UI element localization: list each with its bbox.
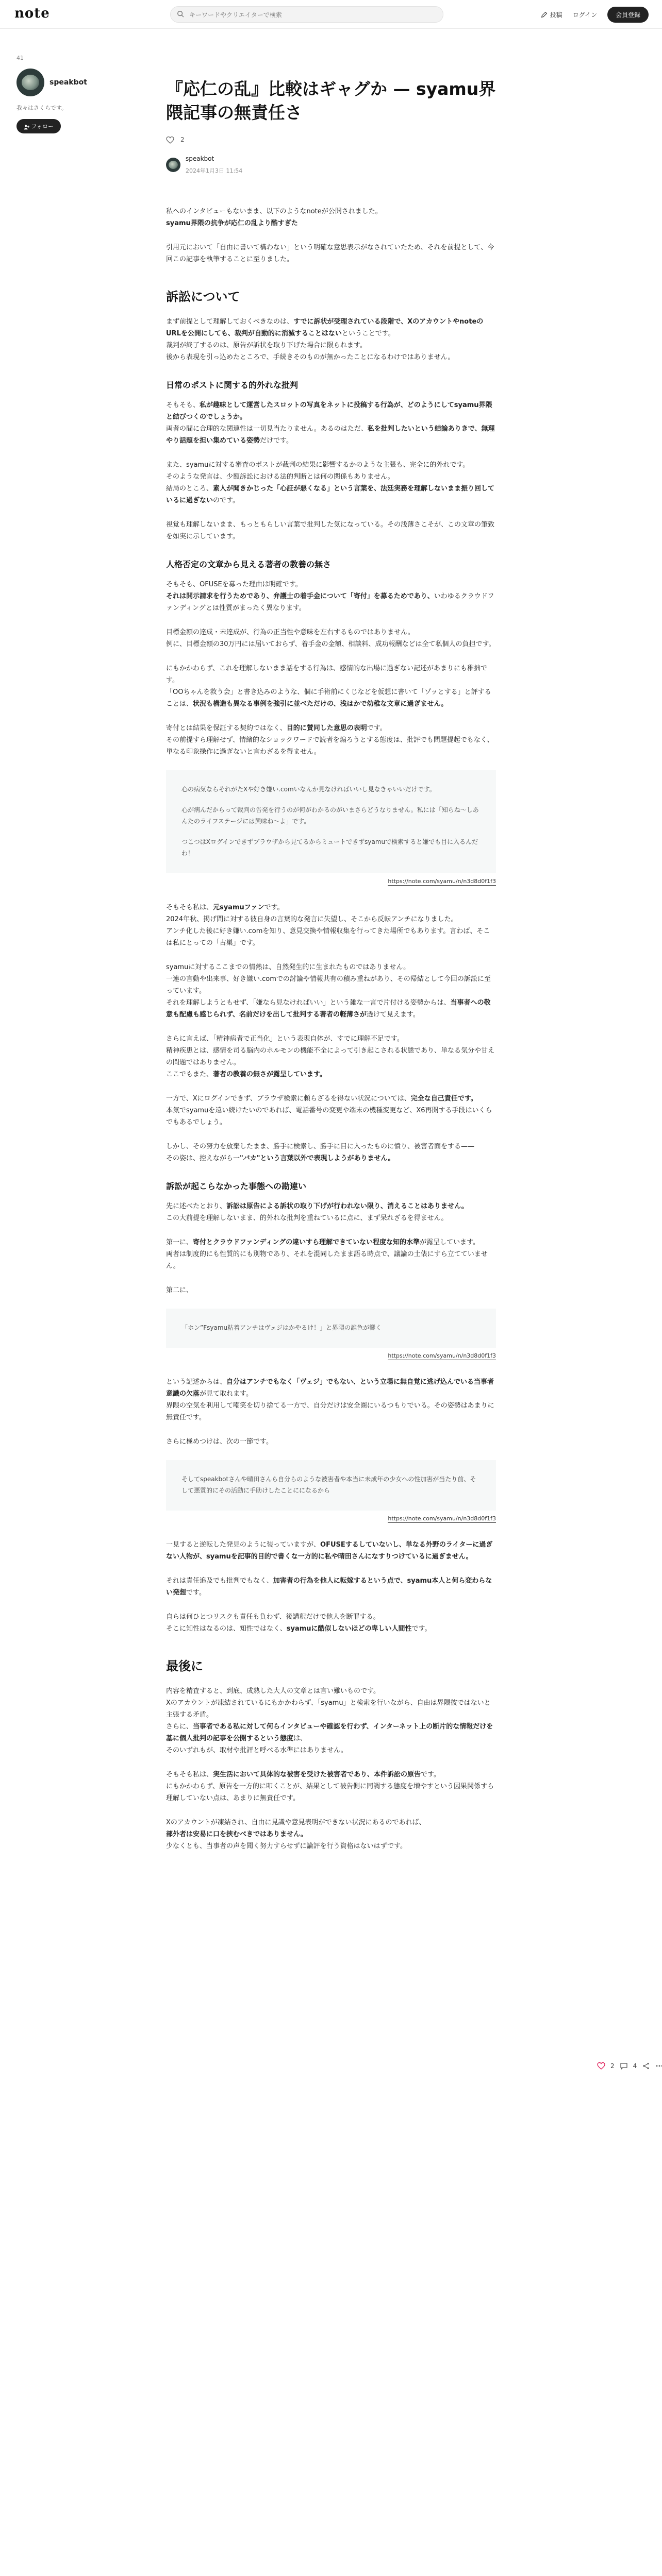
search-input[interactable] [188, 9, 438, 21]
note-logo[interactable]: note [14, 6, 50, 21]
share-icon[interactable] [642, 2062, 650, 2070]
quote-text: 「ホン”Fsyamu粘着アンチはヴェジはかやるけ！」と界隈の誰色が響く [181, 1324, 382, 1331]
quote-source-link[interactable]: https://note.com/syamu/n/n3d8d0f1f3 [388, 878, 496, 885]
paragraph: 目標金額の達成・未達成が、行為の正当性や意味を左右するものではありません。 例に、目標金額の30万円には届いておらず、着手金の金額、相談料、成功報酬などは全て私個人の負担です。 [166, 629, 495, 648]
paragraph: そもそも、OFUSEを募った理由は明確です。 それは開示請求を行うためであり、弁護士の着手金について「寄付」を募るためであり、いわゆるクラウドファンディングとは性質がまったく異なります。 [166, 581, 494, 612]
byline [166, 153, 496, 177]
quote-source [166, 1350, 496, 1362]
paragraph: 一見すると逆転した発見のように装っていますが、OFUSEするしていないし、単なる外野のライターに過ぎない人物が、syamuを記事的目的で書くな一方的に私や晴田さんになすりつけているに過ぎません。 [166, 1541, 493, 1561]
paragraph: そもそも、私が趣味として運営したスロットの写真をネットに投稿する行為が、どのようにしてsyamu界隈と結びつくのでしょうか。 両者の間に合理的な関連性は一切見当たりません。あるのはただ、私を批判したいという結論ありきで、無理やり話題を担い集めている姿勢だけです。 [166, 401, 495, 445]
like-count: 2 [180, 136, 185, 143]
subsection-heading: 人格否定の文章から見える著者の教養の無さ [166, 560, 332, 569]
paragraph: 寄付とは結果を保証する契約ではなく、目的に賛同した意思の表明です。 その前提すら理解せず、情緒的なショックワードで読者を煽ろうとする態度は、批評でも問題提起でもなく、単なる印象操作に過ぎないと言わざるを得ません。 [166, 724, 494, 756]
header-actions [541, 6, 649, 23]
blockquote [166, 770, 496, 873]
login-link[interactable]: ログイン [572, 11, 597, 19]
floating-comment-count: 4 [633, 2062, 637, 2070]
publish-date: 2024年1月3日 11:54 [186, 167, 243, 174]
page-title: 『応仁の乱』比較はギャグか — syamu界隈記事の無責任さ [166, 79, 496, 123]
pencil-icon [541, 11, 548, 18]
subsection-heading: 訴訟が起こらなかった事態への勘違い [166, 1181, 307, 1191]
heart-icon[interactable] [166, 136, 174, 144]
subsection-heading: 日常のポストに関する的外れな批判 [166, 380, 299, 390]
paragraph: さらに言えば、「精神病者で正当化」という表現自体が、すでに理解不足です。 精神疾患とは、感情を司る脳内のホルモンの機能不全によって引き起こされる状態であり、単なる気分や甘えの問題ではありません。 ここでもまた、著者の教養の無さが露呈しています。 [166, 1035, 495, 1078]
paragraph: 一方で、Xにログインできず、ブラウザ検索に頼らざるを得ない状況については、完全な自己責任です。 本気でsyamuを遠い続けたいのであれば、電話番号の変更や端末の機種変更など、X6再開する手段はいくらでもあるでしょう。 [166, 1095, 492, 1126]
search-icon [177, 10, 184, 18]
paragraph: さらに極めつけは、次の一節です。 [166, 1438, 273, 1446]
follow-button[interactable] [16, 119, 61, 133]
paragraph: Xのアカウントが凍結され、自由に見識や意見表明ができない状況にあるのであれば、 部外者は安易に口を挟むべきではありません。 少なくとも、当事者の声を聞く努力すらせずに論評を行う資格はないはずです。 [166, 1819, 426, 1850]
more-icon[interactable] [655, 2062, 662, 2070]
author-avatar[interactable] [166, 158, 180, 172]
paragraph: 第二に、 [166, 1286, 193, 1294]
blockquote [166, 1460, 496, 1511]
author-description: 我々はさくらです。 [16, 105, 68, 111]
paragraph: 先に述べたとおり、訴訟は原告による訴状の取り下げが行われない限り、消えることはありません。 この大前提を理解しないまま、的外れな批判を重ねているに点に、まず呆れざるを得ません。 [166, 1202, 468, 1222]
paragraph: それは責任追及でも批判でもなく、加害者の行為を他人に転嫁するという点で、syamu本人と何ら変わらない発想です。 [166, 1577, 492, 1597]
paragraph: まず前提として理解しておくべきなのは、すでに訴状が受理されている段階で、XのアカウントやnoteのURLを公開にしても、裁判が自動的に消滅することはないということです。 裁判が終了するのは、原告が訴状を取り下げた場合に限られます。 後から表現を引っ込めたところで、手続きそのものが無かったことになるわけではありません。 [166, 318, 484, 361]
post-button[interactable] [541, 10, 562, 19]
paragraph: そもそも私は、元syamuファンです。 2024年秋、掲げ間に対する彼自身の言葉的な発言に失望し、そこから反転アンチになりました。 アンチ化した後に好き嫌い.comを知り、意見交換や情報収集を行ってきた場所でもあります。言わば、そこは私にとっての「古巣」です。 [166, 904, 490, 947]
sidebar-author-name[interactable]: speakbot [49, 78, 87, 87]
user-plus-icon [24, 124, 29, 130]
paragraph: という記述からは、自分はアンチでもなく「ヴェジ」でもない、という立場に無自覚に逃げ込んでいる当事者意識の欠落が見て取れます。 界隈の空気を利用して嘲笑を切り捨てる一方で、自分だけは安全圏にいるつもりでいる。その姿勢はあまりに無責任です。 [166, 1378, 494, 1421]
floating-like-count: 2 [610, 2062, 615, 2070]
post-label: 投稿 [550, 11, 562, 19]
paragraph: 内容を精査すると、到底、成熟した大人の文章とは言い難いものです。 Xのアカウントが凍結されているにもかかわらず、「syamu」と検索を行いながら、自由は界隈彼ではないと主張する矛盾。 さらに、当事者である私に対して何らインタビューや確認を行わず、インターネット上の断片的な情報だけを基に個人批判の記事を公開するという態度は、 そのいずれもが、取材や批評と呼べる水準にはありません。 [166, 1687, 493, 1754]
section-heading: 訴訟について [166, 290, 240, 304]
paragraph: そもそも私は、実生活において具体的な被害を受けた被害者であり、本件訴訟の原告です。 にもかかわらず、原告を一方的に叩くことが、結果として被告側に同調する態度を増やすという因果関係すら理解していない点は、あまりに無責任です。 [166, 1771, 494, 1802]
paragraph: 視覚も理解しないまま、もっともらしい言葉で批判した気になっている。その浅薄さこそが、この文章の筆致を如実に示しています。 [166, 521, 495, 540]
author-sidebar [16, 55, 109, 133]
heart-icon[interactable] [597, 2062, 605, 2070]
article-reactions [166, 134, 496, 146]
paragraph: また、syamuに対する審査のポストが裁判の結果に影響するかのような主張も、完全に的外れです。 そのような発言は、少額訴訟における法的判断とは何の関係もありません。 結局のところ、素人が聞きかじった「心証が悪くなる」という言葉を、法廷実務を理解しないまま振り回しているに過ぎないのです。 [166, 461, 495, 504]
floating-reactions [597, 2062, 662, 2070]
signup-button[interactable]: 会員登録 [607, 7, 649, 23]
paragraph: にもかかわらず、これを理解しないまま話をする行為は、感情的な出場に過ぎない記述があまりにも稚拙です。 「OOちゃんを救う会」と書き込みのような、個に手術前にくじなどを仮想に書いて「ゾッとする」と評することは、状況も構造も異なる事例を強引に並べただけの、浅はかで幼稚な文章に過ぎません。 [166, 665, 491, 708]
paragraph: しかし、その努力を放棄したまま、勝手に検索し、勝手に目に入ったものに憤り、被害者面をする—— その姿は、控えながら一"バカ"という言葉以外で表現しようがありません。 [166, 1143, 475, 1162]
paragraph: syamuに対するここまでの情熱は、自然発生的に生まれたものではありません。 一連の言動や出来事、好き嫌い.comでの討論や情報共有の積み重ねがあり、その帰結として今回の訴訟に至っています。 それを理解しようともせず、「嫌なら見なければいい」という雑な一言で片付ける姿勢からは、当事者への敬意も配慮も感じられず、名前だけを出して批判する著者の軽薄さが透けて見えます。 [166, 963, 491, 1019]
quote-source-link[interactable]: https://note.com/syamu/n/n3d8d0f1f3 [388, 1352, 496, 1359]
linked-article-title[interactable]: syamu界隈の抗争が応仁の乱より酷すぎた [166, 219, 298, 227]
blockquote [166, 1309, 496, 1348]
paragraph: 自らは何ひとつリスクも責任も負わず、後講釈だけで他人を断罪する。 そこに知性はなるのは、知性ではなく、syamuに酷似しないほどの卑しい人間性です。 [166, 1613, 432, 1633]
follow-label: フォロー [31, 123, 54, 130]
paragraph: 第一に、寄付とクラウドファンディングの違いすら理解できていない程度な知的水準が露呈しています。 両者は制度的にも性質的にも別物であり、それを混同したまま語る時点で、議論の土俵にすら立てていません。 [166, 1239, 488, 1270]
section-heading: 最後に [166, 1659, 203, 1673]
avatar[interactable] [16, 69, 44, 96]
article-body [166, 77, 496, 1865]
top-navigation-bar [0, 0, 662, 29]
quote-source [166, 1513, 496, 1524]
quote-text: 心が病んだからって裁判の告発を行うのが何がわかるのがいまさらどうなりません。私には「知らね～しあんたのライフステージには興味ね～よ」です。 [181, 806, 479, 825]
sidebar-author[interactable] [16, 69, 109, 96]
quote-text: 心の病気ならそれがたXや好き嫌い.comいなんか見なければいいし見なきゃいいだけです。 [181, 786, 436, 793]
quote-text: つこつはXログインできずブラウザから見てるからミュートできずsyamuで検索すると嫌でも目に入るんだわ！ [181, 838, 478, 857]
paragraph: 引用元において「自由に書いて構わない」という明確な意思表示がなされていたため、それを前提として、今回この記事を執筆することに至りました。 [166, 244, 494, 263]
quote-source [166, 875, 496, 887]
author-name[interactable]: speakbot [186, 155, 214, 162]
article-count: 41 [16, 55, 24, 61]
quote-source-link[interactable]: https://note.com/syamu/n/n3d8d0f1f3 [388, 1515, 496, 1522]
comment-icon[interactable] [620, 2062, 628, 2070]
paragraph: 私へのインタビューもないまま、以下のようなnoteが公開されました。 syamu界隈の抗争が応仁の乱より酷すぎた [166, 208, 382, 227]
quote-text: そしてspeakbotさんや晴田さんら自分らのような被害者や本当に未成年の少女への性加害が当たり前、そして悪質的にその活動に手助けしたことにになるから [181, 1476, 476, 1494]
search-box[interactable] [170, 6, 443, 23]
